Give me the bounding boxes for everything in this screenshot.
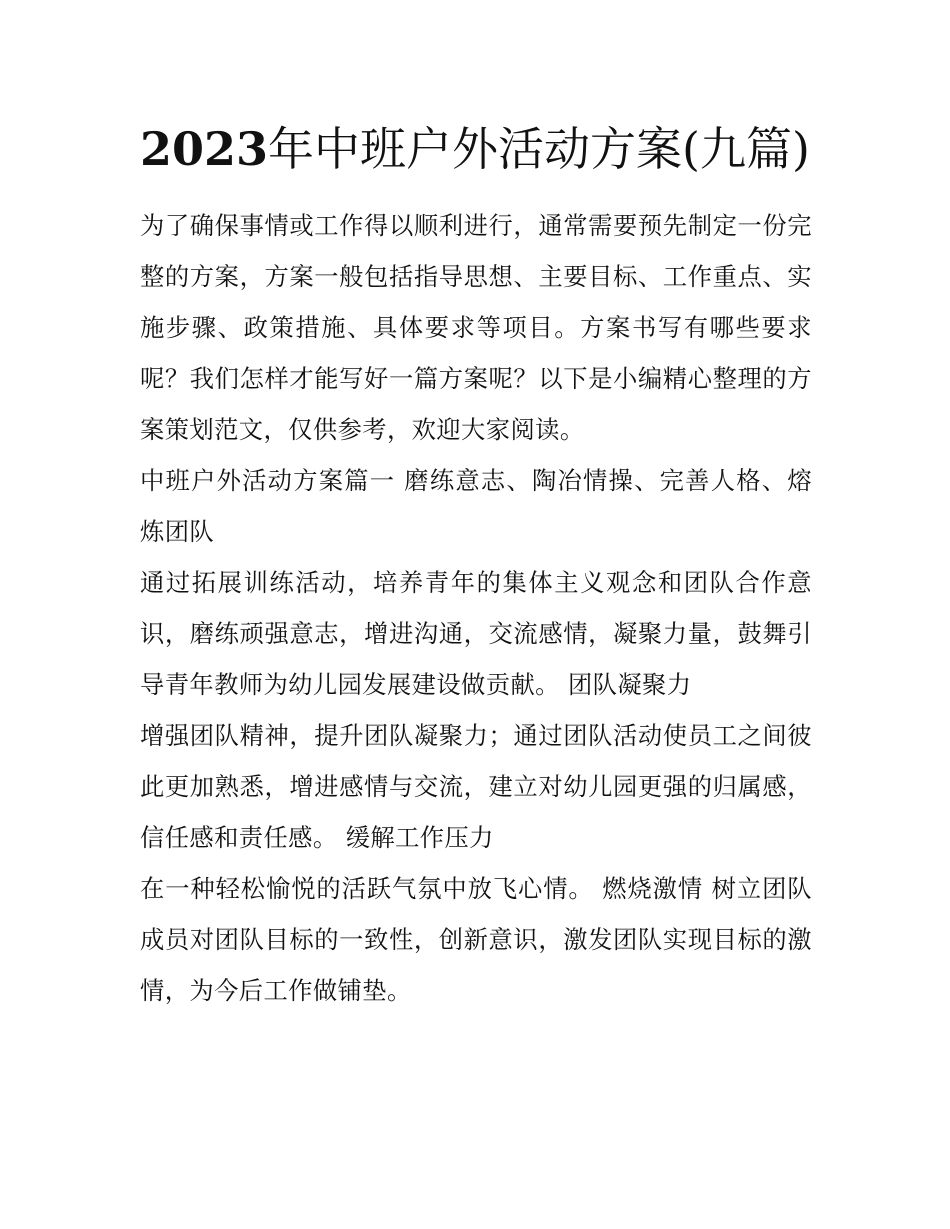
document-title [140,112,812,186]
document-page [140,112,812,1016]
purpose-paragraph: 通过拓展训练活动，培养青年的集体主义观念和团队合作意识，磨练顽强意志，增进沟通，交流感情，凝聚力量，鼓舞引导青年教师为幼儿园发展建设做贡献。 团队凝聚力 [140,568,812,699]
intro-paragraph: 为了确保事情或工作得以顺利进行，通常需要预先制定一份完整的方案，方案一般包括指导思想、主要目标、工作重点、实施步骤、政策措施、具体要求等项目。方案书写有哪些要求呢？我们怎样才能写好一篇方案呢？以下是小编精心整理的方案策划范文，仅供参考，欢迎大家阅读。 [140,211,812,444]
relief-paragraph: 在一种轻松愉悦的活跃气氛中放飞心情。 燃烧激情 树立团队成员对团队目标的一致性，创新意识，激发团队实现目标的激情，为今后工作做铺垫。 [140,874,812,1005]
title-text: 年中班户外活动方案(九篇) [268,122,810,176]
title-year: 2023 [140,122,269,176]
section-heading-paragraph: 中班户外活动方案篇一 磨练意志、陶冶情操、完善人格、熔炼团队 [140,466,812,546]
team-spirit-paragraph: 增强团队精神，提升团队凝聚力；通过团队活动使员工之间彼此更加熟悉，增进感情与交流，建立对幼儿园更强的归属感，信任感和责任感。 缓解工作压力 [140,721,812,852]
